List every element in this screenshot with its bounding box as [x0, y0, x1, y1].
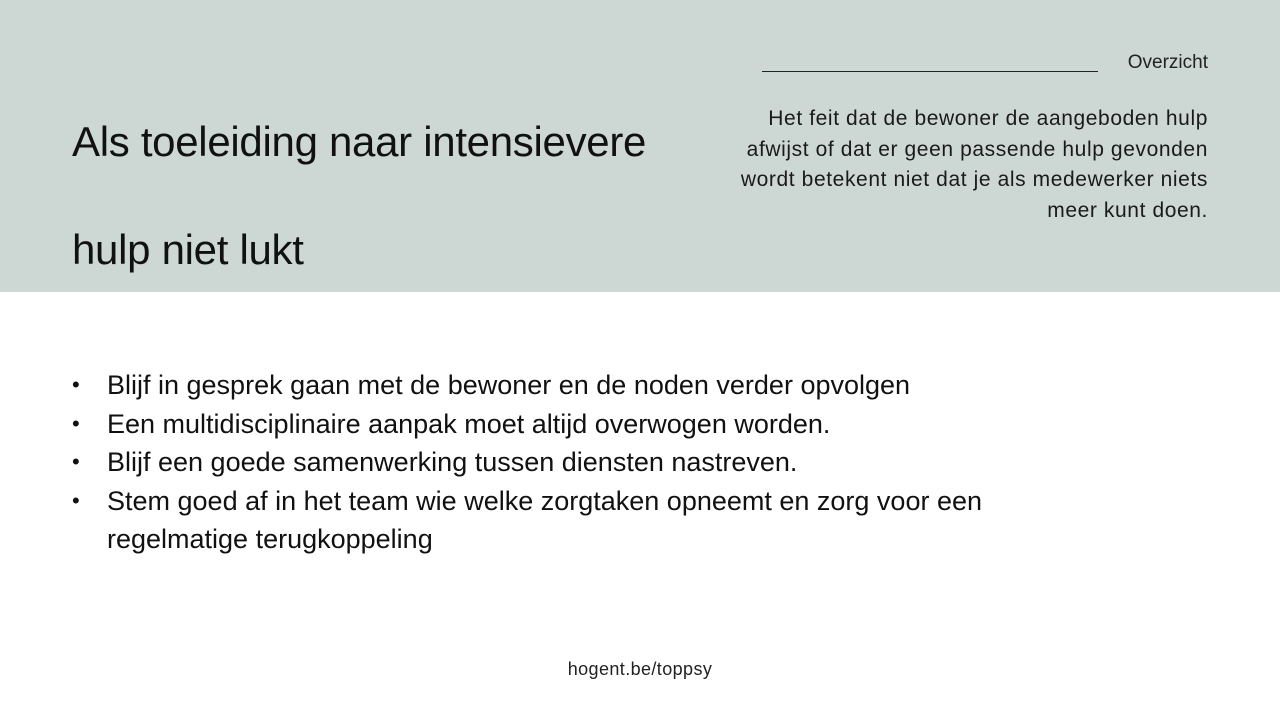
bullet-text: Blijf in gesprek gaan met de bewoner en de noden verder opvolgen	[107, 370, 911, 400]
slide-title	[72, 88, 712, 304]
bullet-icon: •	[72, 372, 80, 397]
section-divider	[762, 71, 1098, 72]
bullet-text: Blijf een goede samenwerking tussen diensten nastreven.	[107, 447, 798, 477]
section-label: Overzicht	[1127, 52, 1208, 73]
bullet-text: Stem goed af in het team wie welke zorgtaken opneemt en zorg voor een regelmatige terugkoppeling	[107, 485, 983, 554]
bullet-list	[72, 366, 1112, 559]
bullet-icon: •	[72, 449, 80, 474]
footer-url: hogent.be/toppsy	[567, 659, 713, 679]
bullet-icon: •	[72, 487, 80, 513]
intro-paragraph: Het feit dat de bewoner de aangeboden hulp afwijst of dat er geen passende hulp gevonden wordt betekent niet dat je als medewerker niets meer kunt doen.	[740, 107, 1208, 222]
bullet-icon: •	[72, 410, 80, 436]
bullet-item	[72, 405, 1112, 444]
bullet-text: Een multidisciplinaire aanpak moet altijd overwogen worden.	[107, 408, 831, 439]
bullet-item	[72, 443, 1112, 482]
bullet-item	[72, 482, 1112, 559]
bullet-item	[72, 366, 1112, 405]
slide-title-line-1: Als toeleiding naar intensievere	[72, 118, 647, 165]
slide-title-line-2: hulp niet lukt	[72, 226, 304, 273]
